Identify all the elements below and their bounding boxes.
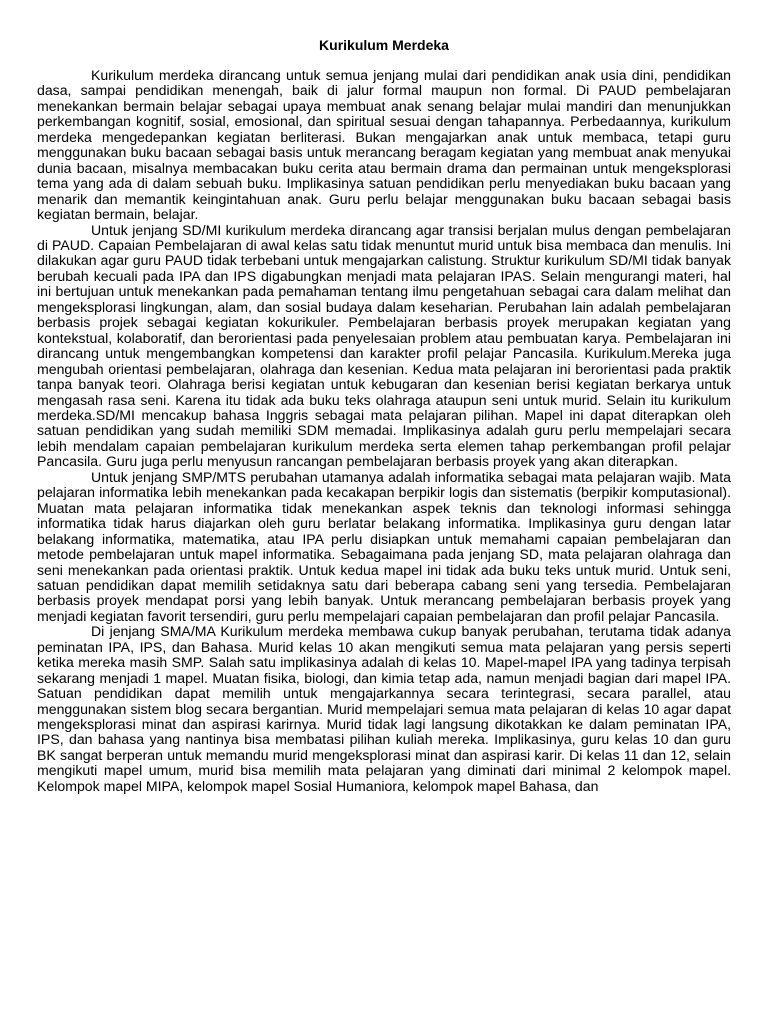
document-body bbox=[37, 68, 731, 1018]
paragraph-paud: Kurikulum merdeka dirancang untuk semua jenjang mulai dari pendidikan anak usia dini, pendidikan dasa, sampai pendidikan menengah, baik di jalur formal maupun non formal. Di PAUD pembelajaran menekankan bermain belajar sebagai upaya membuat anak senang belajar mulai mandiri dan menunjukkan perkembangan kognitif, sosial, emosional, dan spiritual sesuai dengan tahapannya. Perbedaannya, kurikulum merdeka mengedepankan kegiatan berliterasi. Bukan mengajarkan anak untuk membaca, tetapi guru menggunakan buku bacaan sebagai basis untuk merancang beragam kegiatan yang membuat anak menyukai dunia bacaan, misalnya membacakan buku cerita atau bermain drama dan permainan untuk mengeksplorasi tema yang ada di dalam sebuah buku. Implikasinya satuan pendidikan perlu menyediakan buku bacaan yang menarik dan memantik keingintahuan anak. Guru perlu belajar menggunakan buku bacaan sebagai basis kegiatan bermain, belajar. bbox=[37, 68, 731, 223]
paragraph-sma-ma: Di jenjang SMA/MA Kurikulum merdeka membawa cukup banyak perubahan, terutama tidak adanya peminatan IPA, IPS, dan Bahasa. Murid kelas 10 akan mengikuti semua mata pelajaran yang persis seperti ketika mereka masih SMP. Salah satu implikasinya adalah di kelas 10. Mapel-mapel IPA yang tadinya terpisah sekarang menjadi 1 mapel. Muatan fisika, biologi, dan kimia tetap ada, namun menjadi bagian dari mapel IPA. Satuan pendidikan dapat memilih untuk mengajarkannya secara terintegrasi, secara parallel, atau menggunakan sistem blog secara bergantian. Murid mempelajari semua mata pelajaran di kelas 10 agar dapat mengeksplorasi minat dan aspirasi karirnya. Murid tidak lagi langsung dikotakkan ke dalam peminatan IPA, IPS, dan bahasa yang nantinya bisa membatasi pilihan kuliah mereka. Implikasinya, guru kelas 10 dan guru BK sangat berperan untuk memandu murid mengeksplorasi minat dan aspirasi karir. Di kelas 11 dan 12, selain mengikuti mapel umum, murid bisa memilih mata pelajaran yang diminati dari minimal 2 kelompok mapel. Kelompok mapel MIPA, kelompok mapel Sosial Humaniora, kelompok mapel Bahasa, dan bbox=[37, 623, 731, 794]
paragraph-smp-mts: Untuk jenjang SMP/MTS perubahan utamanya adalah informatika sebagai mata pelajaran wajib. Mata pelajaran informatika lebih menekankan pada kecakapan berpikir logis dan sistematis (berpikir komputasional). Muatan mata pelajaran informatika tidak menekankan aspek teknis dan teknologi informasi sehingga informatika tidak harus diajarkan oleh guru berlatar belakang informatika. Implikasinya guru dengan latar belakang informatika, matematika, atau IPA perlu disiapkan untuk memahami capaian pembelajaran dan metode pembelajaran untuk mapel informatika. Sebagaimana pada jenjang SD, mata pelajaran olahraga dan seni menekankan pada orientasi praktik. Untuk kedua mapel ini tidak ada buku teks untuk murid. Untuk seni, satuan pendidikan dapat memilih setidaknya satu dari beberapa cabang seni yang tersedia. Pembelajaran berbasis proyek mendapat porsi yang lebih banyak. Untuk merancang pembelajaran berbasis proyek yang menjadi kegiatan favorit tersendiri, guru perlu mempelajari capaian pembelajaran dan profil pelajar Pancasila. bbox=[37, 468, 731, 624]
document-title: Kurikulum Merdeka bbox=[319, 37, 449, 53]
paragraph-sd-mi: Untuk jenjang SD/MI kurikulum merdeka dirancang agar transisi berjalan mulus dengan pembelajaran di PAUD. Capaian Pembelajaran di awal kelas satu tidak menuntut murid untuk bisa membaca dan menulis. Ini dilakukan agar guru PAUD tidak terbebani untuk mengajarkan calistung. Struktur kurikulum SD/MI tidak banyak berubah kecuali pada IPA dan IPS digabungkan menjadi mata pelajaran IPAS. Selain mengurangi materi, hal ini bertujuan untuk menekankan pada pemahaman tentang ilmu pengetahuan sebagai cara dalam melihat dan mengeksplorasi lingkungan, alam, dan sosial budaya dalam keseharian. Perubahan lain adalah pembelajaran berbasis projek sebagai kegiatan kokurikuler. Pembelajaran berbasis proyek merupakan kegiatan yang kontekstual, kolaboratif, dan berorientasi pada penyelesaian problem atau pembuatan karya. Pembelajaran ini dirancang untuk mengembangkan kompetensi dan karakter profil pelajar Pancasila. Kurikulum.Mereka juga mengubah orientasi pembelajaran, olahraga dan kesenian. Kedua mata pelajaran ini berorientasi pada praktik tanpa banyak teori. Olahraga berisi kegiatan untuk kebugaran dan kesenian berisi kegiatan berkarya untuk mengasah rasa seni. Karena itu tidak ada buku teks olahraga ataupun seni untuk murid. Selain itu kurikulum merdeka.SD/MI mencakup bahasa Inggris sebagai mata pelajaran pilihan. Mapel ini dapat diterapkan oleh satuan pendidikan yang sudah memiliki SDM memadai. Implikasinya adalah guru perlu mempelajari secara lebih mendalam capaian pembelajaran kurikulum merdeka serta elemen tahap perkembangan profil pelajar Pancasila. Guru juga perlu menyusun rancangan pembelajaran berbasis proyek yang akan diterapkan. bbox=[37, 221, 731, 470]
